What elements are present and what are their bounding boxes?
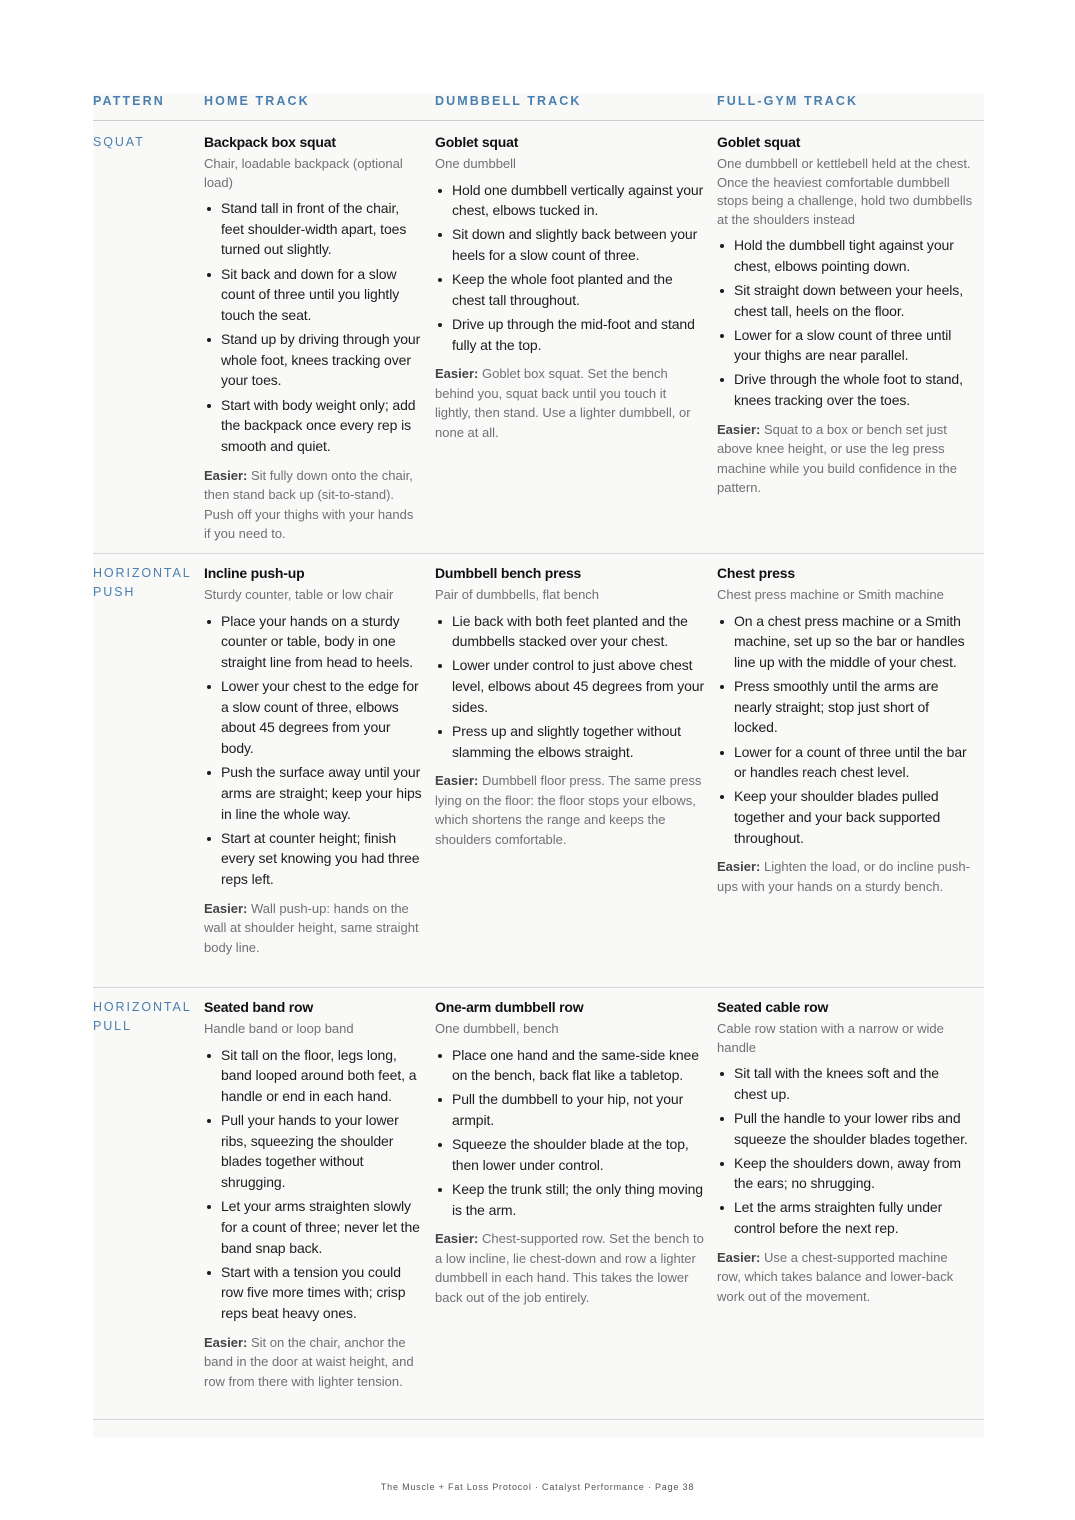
step-list xyxy=(435,180,705,356)
dumbbell-track-cell xyxy=(435,998,705,1307)
full-gym-track-cell xyxy=(717,998,973,1306)
equipment-text: Cable row station with a narrow or wide handle xyxy=(717,1021,944,1055)
easier-text: Sit on the chair, anchor the band in the door at waist height, and row from there with lighter tension. xyxy=(204,1334,414,1389)
step-item: Pull the handle to your lower ribs and squeeze the shoulder blades together. xyxy=(717,1108,973,1149)
dumbbell-track-cell xyxy=(435,564,705,849)
step-item: Drive through the whole foot to stand, knees tracking over the toes. xyxy=(717,369,973,410)
step-item: Lower under control to just above chest level, elbows about 45 degrees from your sides. xyxy=(435,655,705,717)
easier-note xyxy=(204,899,422,958)
step-item: Lower your chest to the edge for a slow count of three, elbows about 45 degrees from your body. xyxy=(204,676,422,759)
step-item: Keep the shoulders down, away from the ears; no shrugging. xyxy=(717,1153,973,1194)
step-item: Start with a tension you could row five more times with; crisp reps beat heavy ones. xyxy=(204,1262,422,1324)
header-home-track: HOME TRACK xyxy=(204,94,310,108)
step-item: Pull your hands to your lower ribs, squeezing the shoulder blades together without shrugging. xyxy=(204,1110,422,1193)
home-track-cell xyxy=(204,133,422,544)
exercise-name: Backpack box squat xyxy=(204,134,336,150)
step-item: Keep the trunk still; the only thing moving is the arm. xyxy=(435,1179,705,1220)
step-item: Stand tall in front of the chair, feet shoulder-width apart, toes turned out slightly. xyxy=(204,198,422,260)
step-list xyxy=(204,1045,422,1324)
exercise-name: Seated band row xyxy=(204,999,314,1015)
easier-text: Dumbbell floor press. The same press lying on the floor: the floor stops your elbows, which shortens the range and keeps the shoulders comfortable. xyxy=(435,773,702,847)
step-list xyxy=(204,198,422,457)
step-item: Lower for a count of three until the bar or handles reach chest level. xyxy=(717,742,973,783)
easier-note xyxy=(204,466,422,544)
step-item: Pull the dumbbell to your hip, not your armpit. xyxy=(435,1089,705,1130)
step-list xyxy=(717,1063,973,1239)
step-item: Let the arms straighten fully under control before the next rep. xyxy=(717,1197,973,1238)
easier-text: Goblet box squat. Set the bench behind you, squat back until you touch it lightly, then stand. Use a lighter dumbbell, or none at all. xyxy=(435,366,691,440)
home-track-cell xyxy=(204,564,422,957)
easier-note xyxy=(717,857,973,896)
step-item: Sit tall on the floor, legs long, band looped around both feet, a handle or end in each hand. xyxy=(204,1045,422,1107)
pattern-label: HORIZONTAL PULL xyxy=(93,1000,192,1033)
step-item: Place your hands on a sturdy counter or table, body in one straight line from head to heels. xyxy=(204,611,422,673)
step-list xyxy=(435,611,705,763)
step-item: Sit straight down between your heels, chest tall, heels on the floor. xyxy=(717,280,973,321)
table-row-horizontal-push xyxy=(93,564,984,988)
easier-label: Easier: xyxy=(435,366,479,382)
easier-note xyxy=(435,364,705,442)
step-item: Keep the whole foot planted and the chest tall throughout. xyxy=(435,269,705,310)
header-dumbbell-track: DUMBBELL TRACK xyxy=(435,94,582,108)
step-item: Start with body weight only; add the backpack once every rep is smooth and quiet. xyxy=(204,395,422,457)
exercise-name: Goblet squat xyxy=(435,134,519,150)
easier-text: Wall push-up: hands on the wall at shoulder height, same straight body line. xyxy=(204,900,419,955)
exercise-name: Seated cable row xyxy=(717,999,829,1015)
step-item: Sit back and down for a slow count of three until you lightly touch the seat. xyxy=(204,264,422,326)
page-footer: The Muscle + Fat Loss Protocol · Catalyst Performance · Page 38 xyxy=(380,1482,695,1492)
table-header xyxy=(93,93,984,121)
exercise-name: Chest press xyxy=(717,565,795,581)
step-list xyxy=(435,1045,705,1221)
easier-label: Easier: xyxy=(717,421,761,437)
easier-note xyxy=(204,1333,422,1392)
equipment-text: Sturdy counter, table or low chair xyxy=(204,587,394,602)
easier-label: Easier: xyxy=(717,1249,761,1265)
step-item: Drive up through the mid-foot and stand fully at the top. xyxy=(435,314,705,355)
easier-label: Easier: xyxy=(204,1334,248,1350)
exercise-name: Goblet squat xyxy=(717,134,801,150)
equipment-text: Chair, loadable backpack (optional load) xyxy=(204,156,403,190)
step-item: Keep your shoulder blades pulled together and your back supported throughout. xyxy=(717,786,973,848)
easier-text: Use a chest-supported machine row, which takes balance and lower-back work out of the movement. xyxy=(717,1249,954,1304)
exercise-table xyxy=(93,93,984,1438)
easier-text: Chest-supported row. Set the bench to a low incline, lie chest-down and row a lighter dumbbell in each hand. This takes the lower back out of the job entirely. xyxy=(435,1231,704,1305)
step-list xyxy=(717,611,973,849)
step-item: Let your arms straighten slowly for a count of three; never let the band snap back. xyxy=(204,1196,422,1258)
equipment-text: One dumbbell xyxy=(435,156,516,171)
step-item: Press smoothly until the arms are nearly straight; stop just short of locked. xyxy=(717,676,973,738)
step-item: Stand up by driving through your whole foot, knees tracking over your toes. xyxy=(204,329,422,391)
step-list xyxy=(717,235,973,411)
step-item: Lie back with both feet planted and the dumbbells stacked over your chest. xyxy=(435,611,705,652)
step-item: Push the surface away until your arms are straight; keep your hips in line the whole way. xyxy=(204,762,422,824)
equipment-text: Pair of dumbbells, flat bench xyxy=(435,587,600,602)
easier-text: Sit fully down onto the chair, then stand back up (sit-to-stand). Push off your thighs with your hands if you need to. xyxy=(204,467,414,542)
easier-label: Easier: xyxy=(717,859,761,875)
easier-label: Easier: xyxy=(435,1231,479,1247)
step-item: Place one hand and the same-side knee on the bench, back flat like a tabletop. xyxy=(435,1045,705,1086)
step-item: Lower for a slow count of three until your thighs are near parallel. xyxy=(717,325,973,366)
step-item: Sit tall with the knees soft and the chest up. xyxy=(717,1063,973,1104)
exercise-name: Dumbbell bench press xyxy=(435,565,582,581)
equipment-text: One dumbbell or kettlebell held at the chest. Once the heaviest comfortable dumbbell stops being a challenge, hold two dumbbells at the shoulders instead xyxy=(717,156,973,227)
header-full-gym-track: FULL-GYM TRACK xyxy=(717,94,859,108)
table-row-horizontal-pull xyxy=(93,998,984,1420)
pattern-label: SQUAT xyxy=(93,135,145,149)
home-track-cell xyxy=(204,998,422,1391)
full-gym-track-cell xyxy=(717,133,973,498)
table-row-squat xyxy=(93,133,984,554)
full-gym-track-cell xyxy=(717,564,973,896)
easier-note xyxy=(435,1229,705,1307)
equipment-text: One dumbbell, bench xyxy=(435,1021,559,1036)
equipment-text: Chest press machine or Smith machine xyxy=(717,587,944,602)
step-item: On a chest press machine or a Smith machine, set up so the bar or handles line up with the middle of your chest. xyxy=(717,611,973,673)
step-item: Squeeze the shoulder blade at the top, then lower under control. xyxy=(435,1134,705,1175)
exercise-name: One-arm dumbbell row xyxy=(435,999,584,1015)
step-item: Start at counter height; finish every set knowing you had three reps left. xyxy=(204,828,422,890)
step-item: Hold one dumbbell vertically against your chest, elbows tucked in. xyxy=(435,180,705,221)
step-item: Press up and slightly together without slamming the elbows straight. xyxy=(435,721,705,762)
dumbbell-track-cell xyxy=(435,133,705,442)
easier-text: Squat to a box or bench set just above knee height, or use the leg press machine while you build confidence in the pattern. xyxy=(717,421,957,496)
step-list xyxy=(204,611,422,890)
easier-note xyxy=(435,771,705,849)
step-item: Sit down and slightly back between your heels for a slow count of three. xyxy=(435,224,705,265)
easier-text: Lighten the load, or do incline push-ups with your hands on a sturdy bench. xyxy=(717,859,970,894)
easier-note xyxy=(717,420,973,498)
easier-note xyxy=(717,1248,973,1307)
step-item: Hold the dumbbell tight against your chest, elbows pointing down. xyxy=(717,235,973,276)
exercise-name: Incline push-up xyxy=(204,565,305,581)
easier-label: Easier: xyxy=(204,467,248,483)
header-pattern: PATTERN xyxy=(93,94,165,108)
pattern-label: HORIZONTAL PUSH xyxy=(93,566,192,599)
equipment-text: Handle band or loop band xyxy=(204,1021,354,1036)
easier-label: Easier: xyxy=(435,773,479,789)
easier-label: Easier: xyxy=(204,900,248,916)
